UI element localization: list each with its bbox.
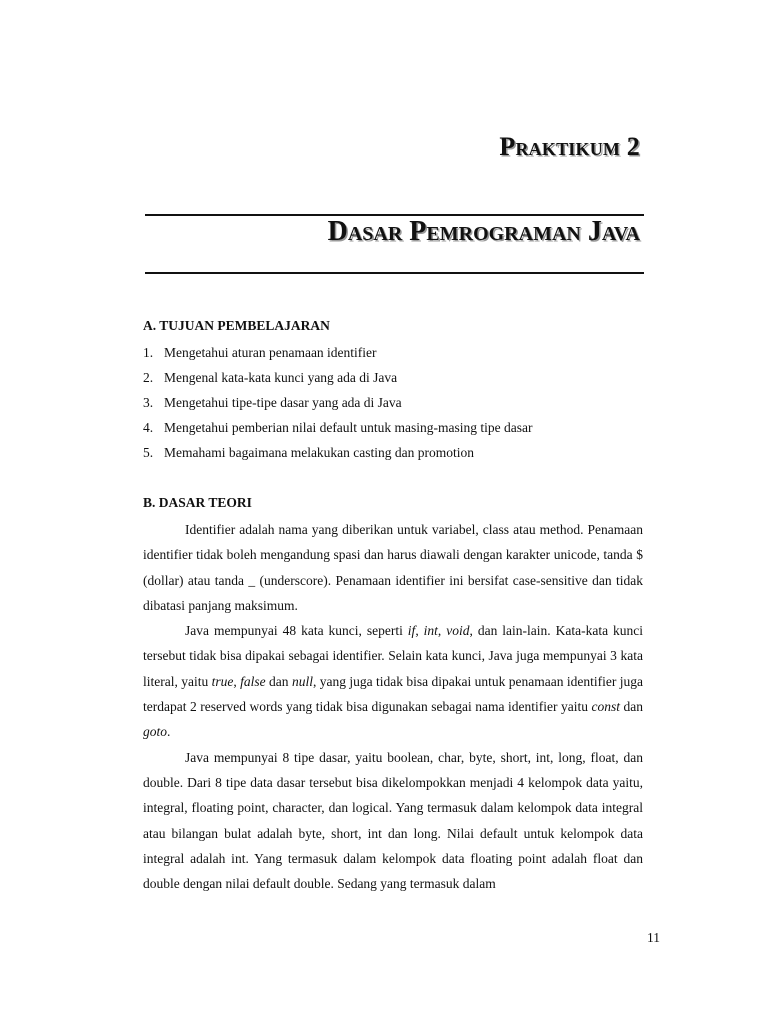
text-run: , yang juga tidak bisa dipakai untuk penamaan identifier juga terdapat 2 reserved words yang tidak bisa digunakan sebagai nama identifier yaitu (143, 673, 643, 715)
list-item-text: Mengetahui tipe-tipe dasar yang ada di Java (164, 395, 402, 410)
list-item (143, 393, 643, 418)
list-item (143, 418, 643, 443)
list-item (143, 343, 643, 368)
chapter-title: Praktikum 2 (499, 132, 640, 161)
literal-false: false (240, 673, 266, 689)
paragraph-basic-types: Java mempunyai 8 tipe dasar, yaitu boolean, char, byte, short, int, long, float, dan double. Dari 8 tipe data dasar tersebut bisa dikelompokkan menjadi 4 kelompok data yaitu, integral, floating point, character, dan logical. Yang termasuk dalam kelompok data integral atau bilangan bulat adalah byte, short, int dan long. Nilai default untuk kelompok data integral adalah int. Yang termasuk dalam kelompok data floating point adalah float dan double dengan nilai default double. Sedang yang termasuk dalam (143, 749, 643, 892)
paragraph-keywords (143, 618, 643, 744)
list-item (143, 443, 643, 468)
text-run: dan (619, 699, 643, 715)
text-run: dan (265, 673, 292, 689)
list-item-text: Memahami bagaimana melakukan casting dan promotion (164, 445, 475, 460)
section-a-heading: A. TUJUAN PEMBELAJARAN (143, 318, 330, 333)
text-run: , (233, 673, 241, 689)
list-item-number: 4. (143, 420, 154, 435)
list-item-text: Mengetahui pemberian nilai default untuk masing-masing tipe dasar (164, 420, 533, 435)
objectives-list (143, 343, 643, 468)
literal-true: true (211, 673, 234, 689)
literal-null: null (291, 673, 313, 689)
title-rule-bottom (145, 272, 644, 274)
text-run: , dan lain-lain. Kata-kata kunci tersebut tidak bisa dipakai sebagai identifier. Selain kata kunci, Java juga mempunyai 3 kata literal, yaitu (143, 623, 644, 689)
text-run: . (167, 724, 171, 740)
section-b-heading: B. DASAR TEORI (143, 495, 252, 510)
reserved-goto: goto (143, 724, 168, 740)
keyword-if: if (407, 623, 416, 639)
list-item-number: 2. (143, 370, 154, 385)
list-item-number: 5. (143, 445, 154, 460)
document-title: Dasar Pemrograman Java (327, 216, 640, 247)
theory-body (143, 517, 643, 896)
list-item-text: Mengenal kata-kata kunci yang ada di Java (164, 370, 398, 385)
keyword-void: void (446, 623, 470, 639)
text-run: Java mempunyai 48 kata kunci, seperti (185, 623, 408, 639)
list-item-number: 3. (143, 395, 154, 410)
text-run: , (437, 623, 447, 639)
list-item (143, 368, 643, 393)
list-item-number: 1. (143, 345, 154, 360)
text-run: , (415, 623, 424, 639)
keyword-int: int (423, 623, 438, 639)
page-number: 11 (647, 930, 660, 945)
paragraph-identifier: Identifier adalah nama yang diberikan untuk variabel, class atau method. Penamaan identifier tidak boleh mengandung spasi dan harus diawali dengan karakter unicode, tanda $ (dollar) atau tanda _ (underscore). Penamaan identifier ini bersifat case-sensitive dan tidak dibatasi panjang maksimum. (143, 522, 643, 613)
reserved-const: const (591, 699, 620, 715)
list-item-text: Mengetahui aturan penamaan identifier (164, 345, 377, 360)
